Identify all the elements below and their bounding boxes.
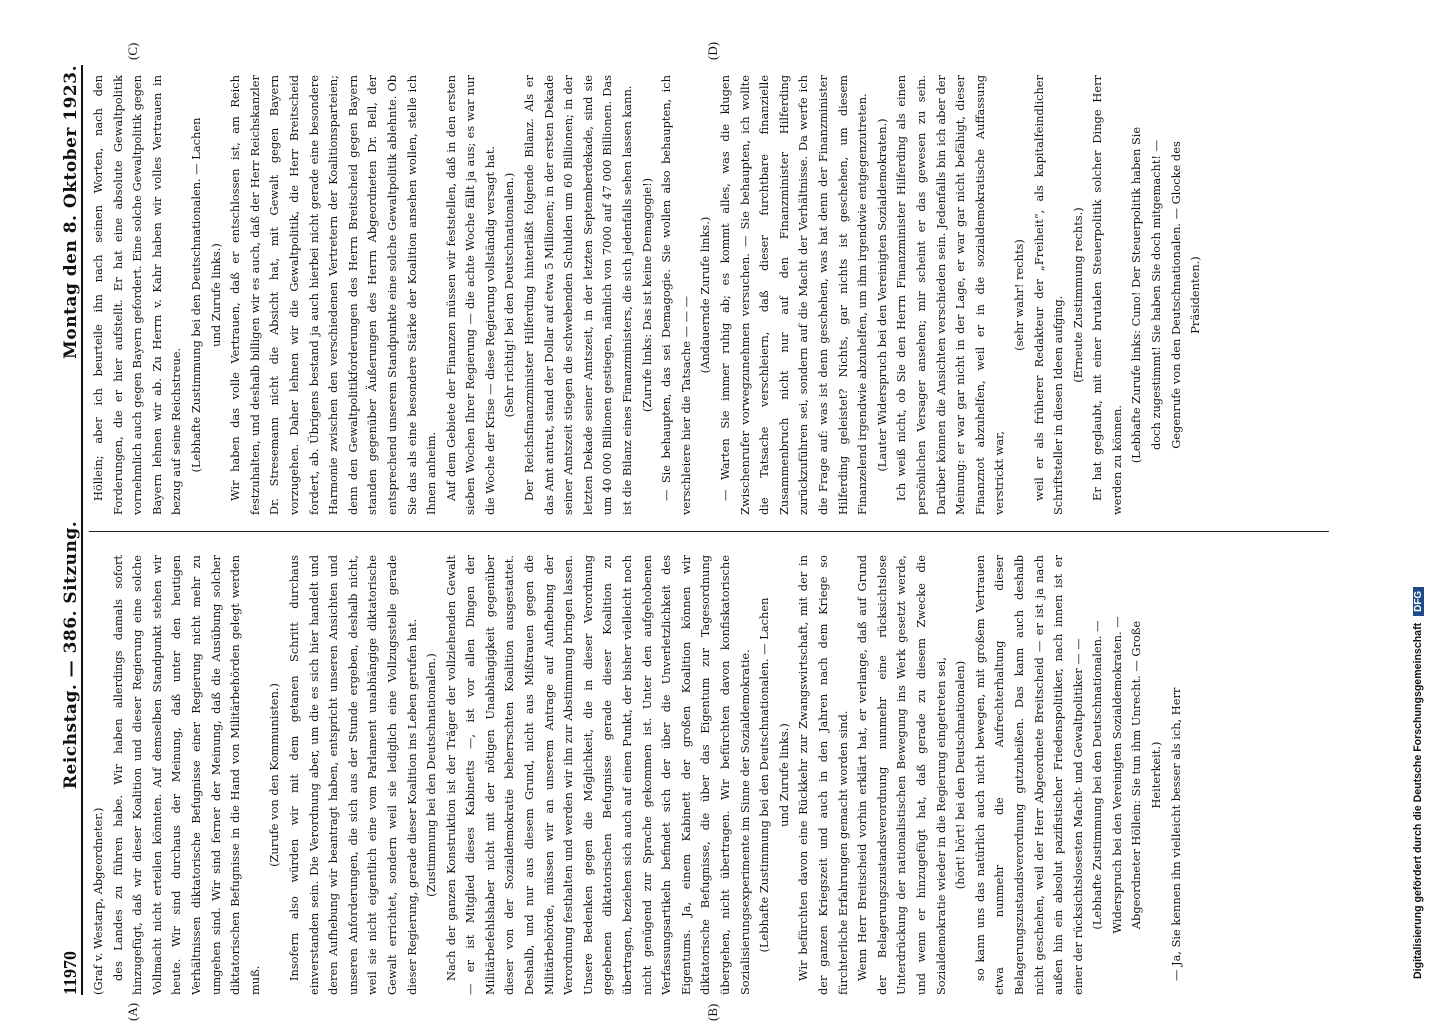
paragraph: Der Reichsfinanzminister Hilferding hinterläßt folgende Bilanz. Als er das Amt antrat, stand der Dollar auf etwa 5 Millionen; in der ersten Dekade seiner Amtszeit stiegen die schwebenden Schulden um 60 Billionen; in der letzten Dekade seiner Amtszeit, in der letzten Septemberdekade, sind sie um 40 000 Billionen gestiegen, nämlich von 7000 auf 47 000 Billionen. Das ist die Bilanz eines Finanzministers, die sich jedenfalls sehen lassen kann. (522, 75, 635, 515)
page-header (45, 65, 83, 995)
digitization-credit (1408, 8, 1428, 993)
paragraph: Wenn Herr Breitscheid vorhin erklärt hat, er verlange, daß auf Grund der Belagerungszustandsverordnung nunmehr eine rücksichtslose Unterdrückung der nationalistischen Bewegung ins Werk gesetzt werde, und wenn er hinzugefügt hat, daß gerade zu diesem Zwecke die Sozialdemokratie wieder in die Regierung eingetreten sei, (855, 555, 948, 995)
margin-marker-a: (A) (125, 1002, 140, 1021)
page-number: 11970 (60, 950, 80, 995)
paragraph: so kann uns das natürlich auch nicht bewegen, mit großem Vertrauen etwa nunmehr die Aufrechterhaltung dieser Belagerungszustandsverordnung gutzuheißen. Das kann auch deshalb nicht geschehen, weil der Herr Abgeordnete Breitscheid — er ist ja nach außen hin ein absolut pazifistischer Friedenspolitiker, nach innen ist er einer der rücksichtslosesten Macht- und Gewaltpolitiker — — (972, 555, 1085, 995)
paragraph: Auf dem Gebiete der Finanzen müssen wir feststellen, daß in den ersten sieben Wochen Ihrer Regierung — die achte Woche fällt ja aus; es war nur die Woche der Krise — diese Regierung vollständig versagt hat. (443, 75, 497, 515)
dfg-logo: DFG (1413, 587, 1424, 616)
interjection: (Sehr richtig! bei den Deutschnationalen.) (502, 172, 517, 418)
interjection: (Lebhafte Zustimmung bei den Deutschnationalen. — Widerspruch bei den Vereinigten Sozialdemokraten. — Abgeordneter Höllein: Sie tun ihm Unrecht. — Große Heiterkeit.) (1090, 616, 1164, 934)
paragraph: — Sie behaupten, das sei Demagogie. Sie wollen also behaupten, ich verschleiere hier die Tatsache — — — (659, 75, 693, 515)
interjection: (Zurufe von den Kommunisten.) (267, 683, 282, 867)
session-date: Montag den 8. Oktober 1923. (61, 65, 81, 359)
paragraph: Wir haben das volle Vertrauen, daß er entschlossen ist, am Reich festzuhalten, und deshalb billigen wir es auch, daß der Herr Reichskanzler Dr. Stresemann nicht die Absicht hat, mit Gewalt gegen Bayern vorzugehen. Daher lehnen wir die Gewaltpolitik, die Herr Breitscheid fordert, ab. Übrigens bestand ja auch hierbei nicht gerade eine besondere Harmonie zwischen den verschiedenen Vertretern der Koalitionsparteien; denn den Gewaltpolitikforderungen des Herrn Breitscheid gegen Bayern standen gegenüber Äußerungen des Herrn Abgeordneten Dr. Bell, der entsprechend unserem Standpunkte eine solche Gewaltpolitik ablehnte. Ob Sie das als eine besondere Stärke der Koalition ansehen wollen, stelle ich Ihnen anheim. (228, 75, 439, 515)
credit-text: Digitalisierung gefördert durch die Deutsche Forschungsgemeinschaft (1412, 622, 1424, 979)
right-text-column (89, 75, 1339, 515)
paragraph: Insofern also würden wir mit dem getanen Schritt durchaus einverstanden sein. Die Verordnung aber, um die es sich hier handelt und deren Aufhebung wir beantragt haben, entspricht unseren Ansichten und unseren Anforderungen, die sich aus der Stunde ergeben, deshalb nicht, weil sie nicht eigentlich eine vom Parlament unabhängige diktatorische Gewalt errichtet, sondern weil sie lediglich eine Vollzugsstelle gerade dieser Regierung, gerade dieser Koalition ins Leben gerufen hat. (286, 555, 419, 995)
speaker-label: (Graf v. Westarp, Abgeordneter.) (91, 807, 105, 995)
interjection: (Lebhafte Zurufe links: Cuno! Der Steuerpolitik haben Sie doch zugestimmt! Sie haben Sie doch mitgemacht! — Gegenrufe von den Deutschnationalen. — Glocke des Präsidenten.) (1129, 126, 1203, 464)
interjection: (hört! hört! bei den Deutschnationalen) (953, 660, 968, 890)
margin-marker-c: (C) (125, 42, 140, 60)
interjection: (Zurufe links: Das ist keine Demagogie!) (639, 177, 654, 413)
session-title: Reichstag. — 386. Sitzung. (61, 520, 81, 790)
interjection: (sehr wahr! rechts) (1011, 239, 1026, 351)
interjection: (Lauter Widerspruch bei den Vereinigten Sozialdemokraten.) (874, 118, 889, 472)
interjection: (Zustimmung bei den Deutschnationalen.) (424, 653, 439, 897)
paragraph: Ich weiß nicht, ob Sie den Herrn Finanzminister Hilferding als einen persönlichen Versager ansehen; mir scheint er das gewesen zu sein. Darüber können die Ansichten verschieden sein. Jedenfalls bin ich aber der Meinung: er war gar nicht in der Lage, er war gar nicht befähigt, dieser Finanznot abzuhelfen, weil er in die sozialdemokratische Auffassung verstrickt war, (894, 75, 1007, 515)
paragraph: Er hat geglaubt, mit einer brutalen Steuerpolitik solcher Dinge Herr werden zu können. (1090, 75, 1124, 515)
paragraph: Nach der ganzen Konstruktion ist der Träger der vollziehenden Gewalt — er ist Mitglied dieses Kabinetts —, ist vor allen Dingen der Militärbefehlshaber nicht mit der nötigen Unabhängigkeit gegenüber dieser von der Sozialdemokratie beherrschten Koalition ausgestattet. Deshalb, und nur aus diesem Grund, nicht aus Mißtrauen gegen die Militärbehörde, müssen wir an unserem Antrage auf Aufhebung der Verordnung festhalten und werden wir ihn zur Abstimmung bringen lassen. Unsere Bedenken gegen die Möglichkeit, die in dieser Verordnung gegebenen diktatorischen Befugnisse gerade dieser Koalition zu übertragen, beziehen sich auch auf einen Punkt, der bisher vielleicht noch nicht genügend zur Sprache gekommen ist. Unter den aufgehobenen Verfassungsartikeln befindet sich der über die Unverletzlichkeit des Eigentums. Ja, einem Kabinett der großen Koalition können wir diktatorische Befugnisse, die über das Eigentum zur Tagesordnung übergehen, nicht übertragen. Wir befürchten davon konfiskatorische Sozialisierungsexperimente im Sinne der Sozialdemokratie. (443, 555, 752, 995)
newspaper-page (45, 41, 1345, 1021)
interjection: (Lebhafte Zustimmung bei den Deutschnationalen. — Lachen und Zurufe links.) (188, 117, 223, 473)
margin-marker-d: (D) (705, 41, 720, 60)
left-text-column (89, 555, 1339, 995)
margin-marker-b: (B) (705, 1003, 720, 1021)
interjection: (Andauernde Zurufe links.) (698, 216, 713, 374)
column-divider (89, 531, 1329, 532)
paragraph: des Landes zu führen habe. Wir haben allerdings damals sofort hinzugefügt, daß wir dieser Koalition und dieser Regierung eine solche Vollmacht nicht erteilen könnten. Auf demselben Standpunkt stehen wir heute. Wir sind durchaus der Meinung, daß unter den heutigen Verhältnissen diktatorische Befugnisse einer Regierung nicht mehr zu umgehen sind. Wir sind ferner der Meinung, daß die Ausübung solcher diktatorischen Befugnisse in die Hand von Militärbehörden gelegt werden muß. (110, 555, 262, 995)
paragraph: — Ja, Sie kennen ihn vielleicht besser als ich, Herr (1168, 687, 1183, 981)
interjection: (Erneute Zustimmung rechts.) (1070, 207, 1085, 383)
paragraph: Wir befürchten davon eine Rückkehr zur Zwangswirtschaft, mit der in der ganzen Kriegszeit und auch in den Jahren nach dem Kriege so fürchterliche Erfahrungen gemacht worden sind. (796, 555, 850, 995)
paragraph: Höllein; aber ich beurteile ihn nach seinen Worten, nach den Forderungen, die er hier aufstellt. Er hat eine absolute Gewaltpolitik vornehmlich auch gegen Bayern gefordert. Eine solche Gewaltpolitik gegen Bayern lehnen wir ab. Zu Herrn v. Kahr haben wir volles Vertrauen in bezug auf seine Reichstreue. (91, 75, 184, 515)
paragraph: — Warten Sie immer ruhig ab; es kommt alles, was die klugen Zwischenrufer vorwegzunehmen versuchen. — Sie behaupten, ich wollte die Tatsache verschleiern, daß dieser furchtbare finanzielle Zusammenbruch nicht nur auf den Finanzminister Hilferding zurückzuführen sei, sondern auf die Macht der Verhältnisse. Da werfe ich die Frage auf: was ist denn geschehen, was hat denn der Finanzminister Hilferding geleistet? Nichts, gar nichts ist geschehen, um diesem Finanzelend irgendwie abzuhelfen, um ihm irgendwie entgegenzutreten. (718, 75, 870, 515)
interjection: (Lebhafte Zustimmung bei den Deutschnationalen. — Lachen und Zurufe links.) (757, 597, 791, 953)
paragraph: weil er als früherer Redakteur der „Freiheit“, als kapitalfeindlicher Schriftsteller in diesen Ideen aufging. (1031, 75, 1066, 515)
